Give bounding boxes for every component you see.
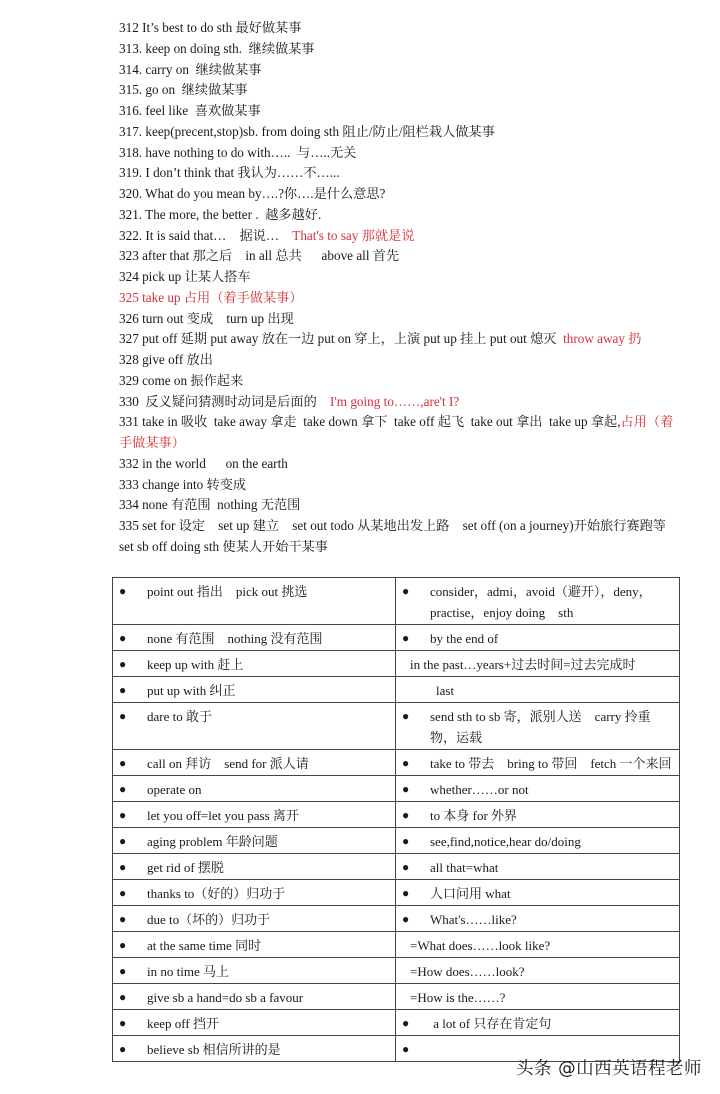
line-text: 322. It is said that… 据说… (119, 227, 293, 243)
vocab-line (119, 143, 679, 164)
bullet-icon: ● (402, 834, 410, 848)
cell-text: consider，admi，avoid（避开），deny，practise，enjoy doing sth (430, 584, 652, 620)
table-cell-right (396, 750, 680, 776)
bullet-icon: ● (119, 834, 127, 848)
bullet-icon: ● (402, 709, 410, 723)
vocabulary-list (119, 18, 679, 558)
vocab-line (119, 475, 679, 496)
table-cell-right (396, 625, 680, 651)
line-text: 326 turn out 变成 turn up 出现 (119, 310, 294, 326)
table-cell-left (113, 625, 396, 651)
table-cell-left (113, 578, 396, 625)
line-text: 316. feel like 喜欢做某事 (119, 103, 261, 118)
line-text: 315. go on 继续做某事 (119, 82, 248, 98)
table-cell-right (396, 578, 680, 625)
line-text: 313. keep on doing sth. 继续做某事 (119, 40, 315, 56)
vocab-line (119, 309, 679, 330)
bullet-icon: ● (402, 912, 410, 926)
table-cell-right (396, 703, 680, 750)
table-cell-left (113, 703, 396, 750)
vocab-line (119, 350, 679, 371)
line-text: 323 after that 那之后 in all 总共 above all 首先 (119, 248, 400, 264)
table-cell-right (396, 651, 680, 677)
table-row (113, 776, 680, 802)
table-row (113, 703, 680, 750)
cell-text: take to 带去 bring to 带回 fetch 一个来回 (430, 756, 672, 771)
table-cell-left (113, 1036, 396, 1062)
table-row (113, 677, 680, 703)
table-cell-left (113, 906, 396, 932)
line-text: 321. The more, the better . 越多越好. (119, 206, 322, 222)
cell-text: last (410, 683, 455, 698)
line-text: 328 give off 放出 (119, 352, 213, 367)
cell-text: call on 拜访 send for 派人请 (147, 756, 309, 771)
cell-text: by the end of (430, 631, 499, 646)
line-text: 327 put off 延期 put away 放在一边 put on 穿上，上演 put up 挂上 put out 熄灭 (119, 331, 564, 347)
cell-text: =How is the……? (410, 990, 506, 1005)
cell-text: =How does……look? (410, 964, 525, 979)
vocab-line (119, 495, 679, 516)
table-row (113, 750, 680, 776)
vocab-line (119, 60, 679, 81)
vocab-line (119, 516, 679, 558)
table-cell-right (396, 984, 680, 1010)
cell-text: in the past…years+过去时间=过去完成时 (410, 657, 636, 672)
watermark: 头条 @山西英语程老师 (516, 1059, 703, 1079)
cell-text: due to（坏的）归功于 (147, 912, 271, 927)
table-cell-right (396, 802, 680, 828)
vocab-line (119, 101, 679, 122)
line-text: 317. keep(precent,stop)sb. from doing sth 阻止/防止/阻栏栽人做某事 (119, 123, 495, 139)
cell-text: at the same time 同时 (147, 938, 262, 953)
cell-text: give sb a hand=do sb a favour (147, 990, 304, 1005)
table-cell-left (113, 1010, 396, 1036)
cell-text: dare to 敢于 (147, 709, 212, 724)
bullet-icon: ● (402, 808, 410, 822)
line-text: 334 none 有范围 nothing 无范围 (119, 497, 301, 513)
cell-text: a lot of 只存在肯定句 (430, 1016, 552, 1031)
line-text: 312 It’s best to do sth 最好做某事 (119, 20, 302, 35)
table-row (113, 651, 680, 677)
line-text: 319. I don’t think that 我认为……不…... (119, 165, 340, 181)
table-cell-left (113, 776, 396, 802)
bullet-icon: ● (119, 938, 127, 952)
table-cell-right (396, 828, 680, 854)
cell-text: believe sb 相信所讲的是 (147, 1042, 281, 1057)
cell-text: aging problem 年龄问题 (147, 834, 278, 849)
table-row (113, 828, 680, 854)
cell-text: put up with 纠正 (147, 683, 236, 698)
table-cell-left (113, 677, 396, 703)
vocab-line (119, 163, 679, 184)
vocab-line (119, 412, 679, 454)
cell-text: none 有范围 nothing 没有范围 (147, 631, 323, 646)
cell-text: send sth to sb 寄，派别人送 carry 拎重物，运载 (430, 709, 651, 745)
highlighted-text: 占用（着手做某事） (119, 414, 674, 450)
vocab-line (119, 454, 679, 475)
table-cell-left (113, 802, 396, 828)
cell-text: see,find,notice,hear do/doing (430, 834, 581, 849)
line-text: 318. have nothing to do with….. 与…..无关 (119, 144, 357, 160)
line-text: 314. carry on 继续做某事 (119, 61, 262, 77)
table-cell-right (396, 854, 680, 880)
bullet-icon: ● (119, 657, 127, 671)
table-cell-right (396, 958, 680, 984)
table-cell-left (113, 984, 396, 1010)
cell-text: 人口问用 what (430, 886, 511, 901)
table-row (113, 625, 680, 651)
bullet-icon: ● (402, 782, 410, 796)
vocab-line (119, 392, 679, 413)
bullet-icon: ● (119, 860, 127, 874)
bullet-icon: ● (119, 912, 127, 926)
table-cell-right (396, 932, 680, 958)
table-cell-right (396, 776, 680, 802)
cell-text: thanks to（好的）归功于 (147, 886, 286, 901)
bullet-icon: ● (119, 1042, 127, 1056)
vocab-line (119, 267, 679, 288)
vocab-line (119, 288, 679, 309)
table-cell-left (113, 651, 396, 677)
cell-text: let you off=let you pass 离开 (147, 808, 299, 823)
vocab-line (119, 205, 679, 226)
bullet-icon: ● (119, 886, 127, 900)
table-cell-left (113, 880, 396, 906)
cell-text: point out 指出 pick out 挑选 (147, 584, 308, 599)
bullet-icon: ● (402, 631, 410, 645)
bullet-icon: ● (119, 1016, 127, 1030)
bullet-icon: ● (119, 756, 127, 770)
bullet-icon: ● (119, 808, 127, 822)
table-cell-left (113, 828, 396, 854)
table-cell-right (396, 1010, 680, 1036)
vocab-line (119, 18, 679, 39)
cell-text: What's……like? (430, 912, 517, 927)
table-row (113, 1010, 680, 1036)
bullet-icon: ● (119, 683, 127, 697)
bullet-icon: ● (119, 964, 127, 978)
line-text: 332 in the world on the earth (119, 455, 288, 471)
vocab-line (119, 80, 679, 101)
highlighted-text: throw away 扔 (563, 331, 642, 347)
bullet-icon: ● (119, 709, 127, 723)
vocab-line (119, 329, 679, 350)
cell-text: all that=what (430, 860, 499, 875)
table-cell-right (396, 906, 680, 932)
table-cell-left (113, 750, 396, 776)
bullet-icon: ● (402, 584, 410, 598)
line-text: 329 come on 振作起来 (119, 372, 244, 388)
vocab-line (119, 39, 679, 60)
line-text: 333 change into 转变成 (119, 476, 247, 492)
bullet-icon: ● (402, 1042, 410, 1056)
line-text: 335 set for 设定 set up 建立 set out todo 从某地出发上路 set off (on a journey)开始旅行赛跑等 set sb off doing sth 使某人开始干某事 (119, 518, 680, 554)
table-cell-left (113, 854, 396, 880)
cell-text: =What does……look like? (410, 938, 551, 953)
cell-text: operate on (147, 782, 202, 797)
cell-text: keep off 挡开 (147, 1016, 219, 1031)
bullet-icon: ● (402, 756, 410, 770)
cell-text: whether……or not (430, 782, 529, 797)
line-text: 320. What do you mean by….?你….是什么意思? (119, 186, 386, 201)
bullet-icon: ● (119, 631, 127, 645)
table-row (113, 854, 680, 880)
cell-text: to 本身 for 外界 (430, 808, 518, 823)
table-row (113, 984, 680, 1010)
cell-text: keep up with 赶上 (147, 657, 244, 672)
bullet-icon: ● (119, 584, 127, 598)
table-cell-right (396, 880, 680, 906)
vocab-line (119, 122, 679, 143)
table-cell-left (113, 932, 396, 958)
table-row (113, 932, 680, 958)
table-cell-left (113, 958, 396, 984)
highlighted-text: That's to say 那就是说 (292, 227, 415, 243)
bullet-icon: ● (402, 886, 410, 900)
vocab-line (119, 226, 679, 247)
vocab-line (119, 371, 679, 392)
table-row (113, 578, 680, 625)
cell-text: in no time 马上 (147, 964, 229, 979)
line-text: 330 反义疑问猜测时动词是后面的 (119, 393, 330, 409)
table-row (113, 802, 680, 828)
bullet-icon: ● (119, 990, 127, 1004)
table-row (113, 880, 680, 906)
vocabulary-table (112, 577, 680, 1062)
line-text: 331 take in 吸收 take away 拿走 take down 拿下 take off 起飞 take out 拿出 take up 拿起, (119, 414, 621, 430)
cell-text: get rid of 摆脱 (147, 860, 224, 875)
highlighted-text: I'm going to……,are't I? (330, 393, 460, 409)
bullet-icon: ● (402, 860, 410, 874)
table-cell-right (396, 677, 680, 703)
bullet-icon: ● (402, 1016, 410, 1030)
table-row (113, 906, 680, 932)
highlighted-text: 325 take up 占用（着手做某事） (119, 289, 303, 305)
vocab-line (119, 184, 679, 205)
line-text: 324 pick up 让某人搭车 (119, 269, 251, 284)
vocab-line (119, 246, 679, 267)
bullet-icon: ● (119, 782, 127, 796)
table-row (113, 958, 680, 984)
